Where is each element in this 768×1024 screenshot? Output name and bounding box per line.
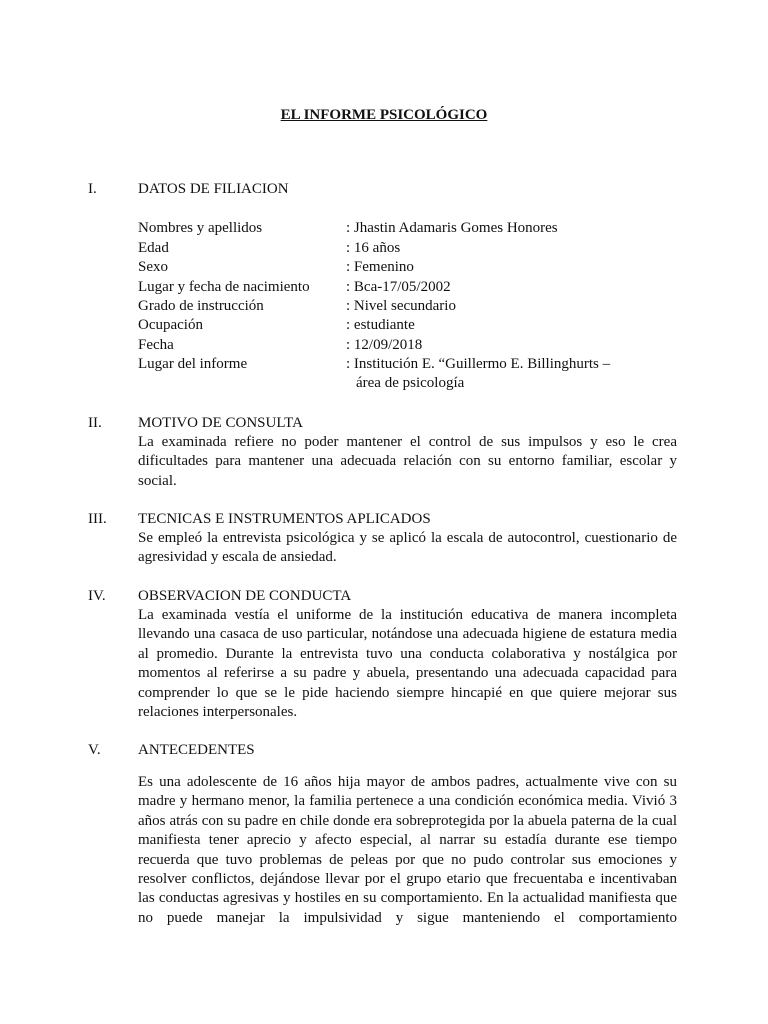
field-row-edad	[138, 239, 698, 259]
field-value: : Femenino	[346, 259, 414, 275]
section-paragraph: Se empleó la entrevista psicológica y se aplicó la escala de autocontrol, cuestionario de agresividad y escala de ansiedad.	[138, 530, 677, 566]
field-label: Ocupación	[138, 317, 203, 333]
field-value: : Bca-17/05/2002	[346, 278, 451, 295]
field-row-ocupacion	[138, 316, 698, 336]
field-label: Sexo	[138, 259, 168, 275]
field-label: Fecha	[138, 336, 174, 353]
section-heading: TECNICAS E INSTRUMENTOS APLICADOS	[138, 511, 431, 527]
section-paragraph: Es una adolescente de 16 años hija mayor de ambos padres, actualmente vive con su madre y hermano menor, la familia pertenece a una condición económica media. Vivió 3 años atrás con su padre en chile donde era sobreprotegida por la abuela paterna de la cual manifiesta tener aprecio y afecto especial, al narrar su estadía durante ese tiempo recuerda que tuvo problemas de peleas por que no pudo controlar sus emociones y resolver conflictos, dejándose llevar por el grupo etario que frecuentaba e incentivaban las conductas agresivas y hostiles en su comportamiento. En la actualidad manifiesta que no puede manejar la impulsividad y sigue manteniendo el comportamiento	[138, 774, 677, 926]
section-paragraph: La examinada vestía el uniforme de la institución educativa de manera incompleta llevando una casaca de uso particular, notándose una adecuada higiene de estatura media al promedio. Durante la entrevista tuvo una conducta colaborativa y nostálgica por momentos al referirse a su padre y abuela, presentando una adecuada capacidad para comprender lo que se le pide haciendo siempre hincapié en que quiere mejorar sus relaciones interpersonales.	[138, 607, 677, 721]
field-row-sexo	[138, 258, 698, 278]
section-number: III.	[88, 511, 107, 527]
field-value: : 16 años	[346, 239, 401, 256]
field-row-instruccion	[138, 297, 698, 317]
field-value: : estudiante	[346, 317, 415, 333]
field-row-lugar-informe	[138, 355, 698, 375]
field-label: Nombres y apellidos	[138, 220, 263, 236]
field-value: : 12/09/2018	[346, 336, 423, 353]
section-paragraph: La examinada refiere no poder mantener el control de sus impulsos y eso le crea dificultades para mantener una adecuada relación con su entorno familiar, escolar y social.	[138, 434, 677, 489]
section-number: V.	[88, 742, 101, 758]
section-heading: ANTECEDENTES	[138, 742, 255, 758]
field-row-nombres	[138, 219, 698, 239]
field-label: Grado de instrucción	[138, 298, 264, 314]
section-heading: DATOS DE FILIACION	[138, 181, 289, 197]
field-row-nacimiento	[138, 278, 698, 298]
section-number: I.	[88, 181, 97, 197]
field-value: : Institución E. “Guillermo E. Billinghurts –	[346, 356, 611, 372]
section-heading: OBSERVACION DE CONDUCTA	[138, 588, 352, 604]
field-label: Lugar del informe	[138, 356, 248, 372]
field-label: Edad	[138, 239, 169, 256]
section-number: II.	[88, 415, 102, 431]
field-row-fecha	[138, 336, 698, 356]
field-value-continuation: área de psicología	[356, 375, 465, 391]
field-value: : Jhastin Adamaris Gomes Honores	[346, 220, 558, 236]
section-heading: MOTIVO DE CONSULTA	[138, 415, 303, 431]
field-label: Lugar y fecha de nacimiento	[138, 278, 310, 295]
section-number: IV.	[88, 588, 106, 604]
document-title: EL INFORME PSICOLÓGICO	[280, 107, 488, 123]
field-value: : Nivel secundario	[346, 298, 456, 314]
